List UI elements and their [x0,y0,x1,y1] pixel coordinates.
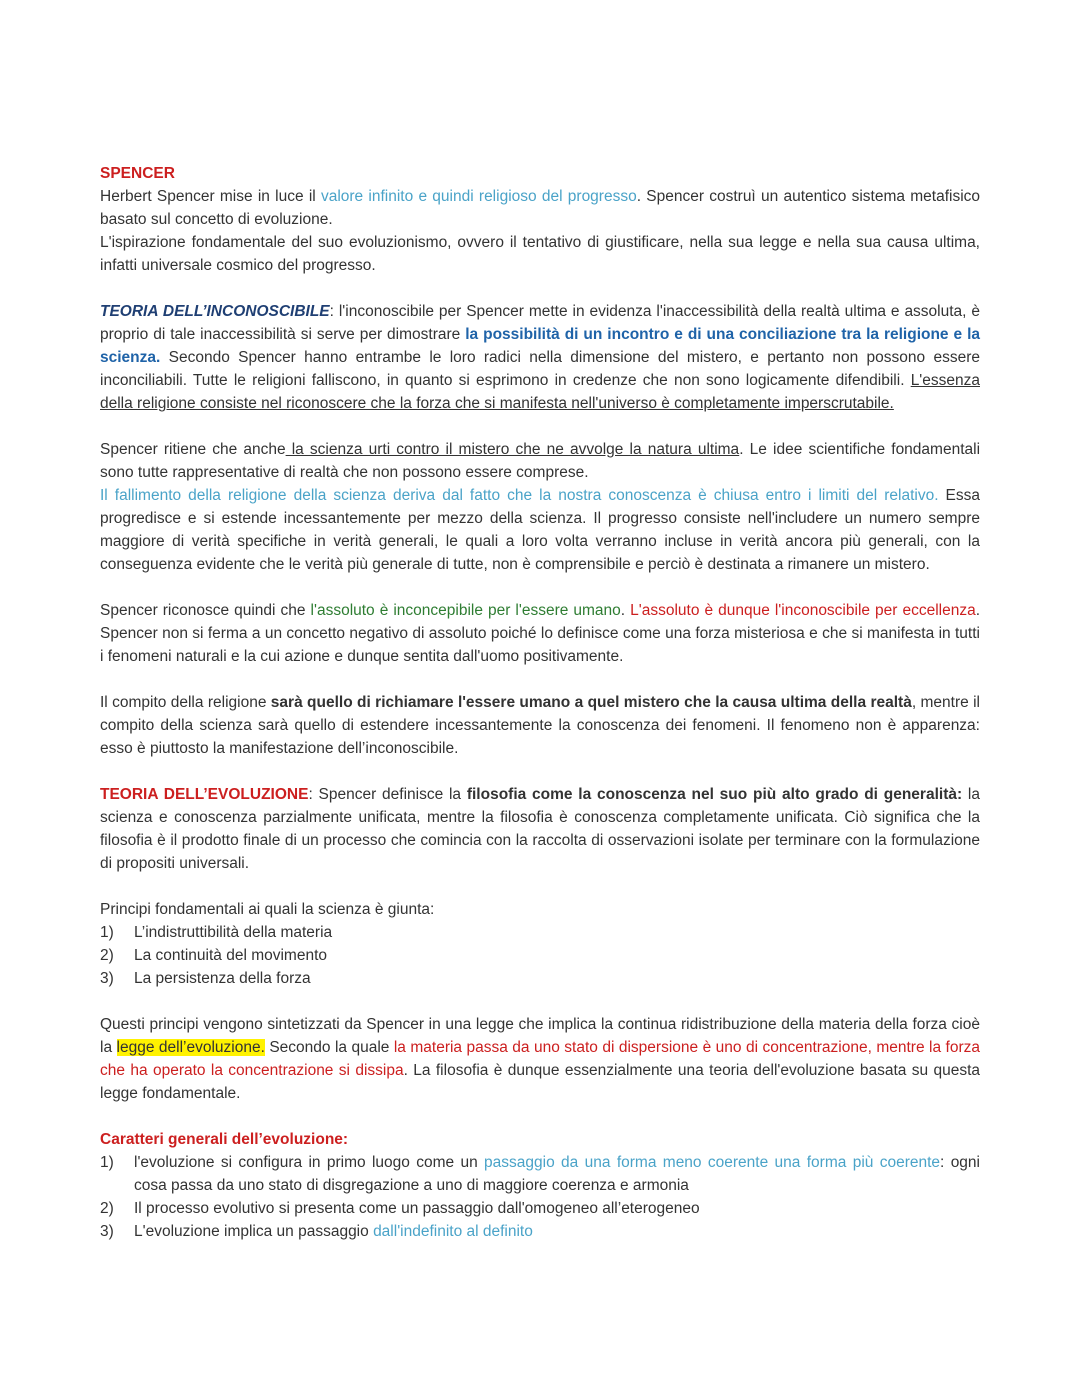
text: Secondo la quale [264,1039,394,1056]
text: . La filosofia è dunque essenzialmente una teoria dell'evoluzione basata su questa legge fondamentale. [100,1062,980,1102]
caratteri-list [100,1151,980,1243]
list-number: 3) [100,970,114,987]
highlight-text: Il fallimento della religione della scienza deriva dal fatto che la nostra conoscenza è chiusa entro i limiti del relativo. [100,487,939,504]
evoluzione-paragraph [100,783,980,875]
highlight-text: valore infinito e quindi religioso del progresso [320,188,637,205]
text: Questi principi vengono sintetizzati da Spencer in una legge che implica la continua ridistribuzione della materia della forza cioè la [100,1016,980,1056]
list-item [100,921,980,944]
list-number: 1) [100,924,114,941]
list-text: Il processo evolutivo si presenta come un passaggio dall'omogeneo all’eterogeneo [134,1200,700,1217]
list-text: L’indistruttibilità della materia [134,924,333,941]
highlighted-text: legge dell’evoluzione. [116,1039,265,1056]
text: : l'inconoscibile per Spencer mette in evidenza l'inaccessibilità della realtà ultima e assoluta, è proprio di tale inaccessibilità si serve per dimostrare [100,303,980,343]
compito-paragraph [100,691,980,760]
intro-paragraph-1 [100,185,980,231]
text: : ogni cosa passa da uno stato di disgregazione a uno di maggiore coerenza e armonia [134,1154,980,1194]
list-number: 1) [100,1154,114,1171]
text: Herbert Spencer mise in luce il [100,188,321,205]
red-text: L'assoluto è dunque l'inconoscibile per eccellenza [630,602,976,619]
text: Il compito della religione [100,694,271,711]
underlined-text: la scienza urti contro il mistero che ne avvolge la natura ultima [285,441,740,458]
list-text [134,1220,980,1243]
text: la scienza e conoscenza parzialmente unificata, mentre la filosofia è conoscenza completamente unificata. Ciò significa che la filosofia è il prodotto finale di un processo che comincia con la raccolta di osservazioni isolate per terminare con la formulazione di propositi universali. [100,786,980,872]
heading-caratteri: Caratteri generali dell’evoluzione: [100,1131,349,1148]
list-number: 3) [100,1223,114,1240]
inconoscibile-paragraph [100,300,980,415]
text: . Le idee scientifiche fondamentali sono tutte rappresentative di realtà che non possono essere comprese. [100,441,981,481]
text: Spencer ritiene che anche [100,441,286,458]
intro-paragraph-2: L'ispirazione fondamentale del suo evoluzionismo, ovvero il tentativo di giustificare, nella sua legge e nella sua causa ultima, infatti universale cosmico del progresso. [100,234,980,274]
green-text: l'assoluto è inconcepibile per l'essere umano [310,602,621,619]
text: . Spencer costruì un autentico sistema metafisico basato sul concetto di evoluzione. [100,188,981,228]
list-item [100,1220,980,1243]
list-text: La continuità del movimento [134,947,328,964]
text: Spencer riconosce quindi che [100,602,311,619]
text: . [620,602,631,619]
scienza-paragraph-2 [100,484,980,576]
bold-text: la possibilità di un incontro e di una conciliazione tra la religione e la scienza. [100,326,980,366]
list-number: 2) [100,1200,114,1217]
text: , mentre il compito della scienza sarà quello di estendere incessantemente la conoscenza dei fenomeni. Il fenomeno non è apparenza: esso è piuttosto la manifestazione dell’inconoscibile. [100,694,980,757]
legge-paragraph [100,1013,980,1105]
list-item [100,1151,980,1197]
assoluto-paragraph [100,599,980,668]
underlined-text: L'essenza della religione consiste nel riconoscere che la forza che si manifesta nell'universo è completamente imperscrutabile. [100,372,980,412]
red-text: la materia passa da uno stato di dispersione è uno di concentrazione, mentre la forza che ha operato la concentrazione si dissipa [100,1039,980,1079]
section-title-spencer [100,162,980,185]
bold-text: sarà quello di richiamare l'essere umano a quel mistero che la causa ultima della realtà [270,694,912,711]
scienza-paragraph-1 [100,438,980,484]
title: SPENCER [100,165,175,182]
list-text [134,1151,980,1197]
text: : Spencer definisce la [308,786,467,803]
text: . Spencer non si ferma a un concetto negativo di assoluto poiché lo definisce come una forza misteriosa e che si manifesta in tutti i fenomeni naturali e la cui azione e dunque sentita dall'uomo positivamente. [100,602,981,665]
list-item [100,967,980,990]
heading-inconoscibile: TEORIA DELL’INCONOSCIBILE [100,303,330,320]
list-number: 2) [100,947,114,964]
list-item [100,1197,980,1220]
list-item [100,944,980,967]
text: Essa progredisce e si estende incessantemente per mezzo della scienza. Il progresso consiste nell'includere un numero sempre maggiore di verità specifiche in verità generali, le quali a loro volta verranno incluse in verità ancora più generali, con la conseguenza evidente che le verità più generale di tutte, non è comprensibile e perciò è destinata a rimanere un mistero. [100,487,980,573]
text: Secondo Spencer hanno entrambe le loro radici nella dimensione del mistero, e pertanto non possono essere inconciliabili. Tutte le religioni falliscono, in quanto si esprimono in credenze che non sono logicamente difendibili. [100,349,980,389]
text: l'evoluzione si configura in primo luogo come un [134,1154,485,1171]
highlight-text: dall'indefinito al definito [373,1223,533,1240]
principi-list [100,921,980,990]
bold-text: filosofia come la conoscenza nel suo più alto grado di generalità: [466,786,963,803]
text: L'evoluzione implica un passaggio [134,1223,374,1240]
principi-intro: Principi fondamentali ai quali la scienza è giunta: [100,901,435,918]
caratteri-heading [100,1128,980,1151]
highlight-text: passaggio da una forma meno coerente una forma più coerente [484,1154,941,1171]
list-text: La persistenza della forza [134,970,311,987]
heading-evoluzione: TEORIA DELL’EVOLUZIONE [100,786,309,803]
